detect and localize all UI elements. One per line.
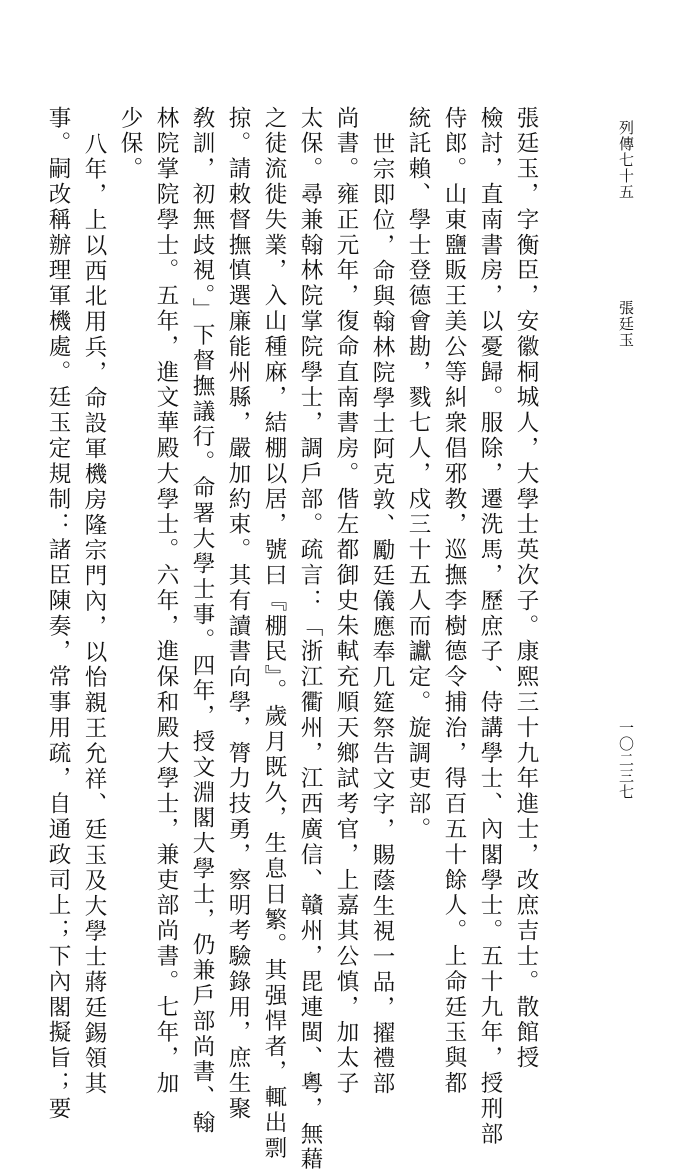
text-column: 敎訓，初無歧視。」下督撫議行。命署大學士事。四年，授文淵閣大學士，仍兼戶部尚書、翰	[189, 106, 215, 1137]
footer-name: 張廷玉	[617, 300, 635, 348]
text-column: 八年，上以西北用兵，命設軍機房隆宗門內，以怡親王允祥、廷玉及大學士蔣廷錫領其	[81, 132, 107, 1098]
text-column: 太保。尋兼翰林院掌院學士，調戶部。疏言：「浙江衢州，江西廣信、贛州，毘連閩、粵，無藉	[297, 106, 323, 1173]
text-column: 掠。請敕督撫慎選廉能州縣，嚴加約束。其有讀書向學，膂力技勇，察明考驗錄用，庶生聚	[225, 106, 251, 1122]
text-column: 少保。	[117, 106, 143, 183]
text-column: 尚書。雍正元年，復命直南書房。偕左都御史朱軾充順天鄉試考官，上嘉其公慎，加太子	[333, 106, 359, 1097]
text-column: 林院掌院學士。五年，進文華殿大學士。六年，進保和殿大學士，兼吏部尚書。七年，加	[153, 106, 179, 1097]
footer-chapter: 列傳七十五	[617, 120, 635, 200]
text-column: 世宗即位，命與翰林院學士阿克敦、勵廷儀應奉几筵祭告文字，賜蔭生視一品，擢禮部	[369, 132, 395, 1098]
text-column: 侍郎。山東鹽販王美公等糾衆倡邪教，巡撫李樹德令捕治，得百五十餘人。上命廷玉與都	[441, 106, 467, 1097]
footer-page-number: 一〇二三七	[617, 720, 635, 800]
text-column: 之徒流徙失業，入山種麻，結棚以居，號曰『棚民』。歲月既久，生息日繁。其强悍者，輒出剽	[261, 106, 287, 1162]
text-column: 檢討，直南書房，以憂歸。服除，遷洗馬，歷庶子、侍講學士、內閣學士。五十九年，授刑部	[477, 106, 503, 1148]
text-column: 張廷玉，字衡臣，安徽桐城人，大學士英次子。康熙三十九年進士，改庶吉士。散館授	[513, 106, 539, 1072]
text-column: 統託賴、學士登德會勘，戮七人，戍三十五人而讞定。旋調吏部。	[405, 106, 431, 843]
text-column: 事。嗣改稱辦理軍機處。廷玉定規制：諸臣陳奏，常事用疏，自通政司上；下內閣擬旨；要	[45, 106, 71, 1122]
